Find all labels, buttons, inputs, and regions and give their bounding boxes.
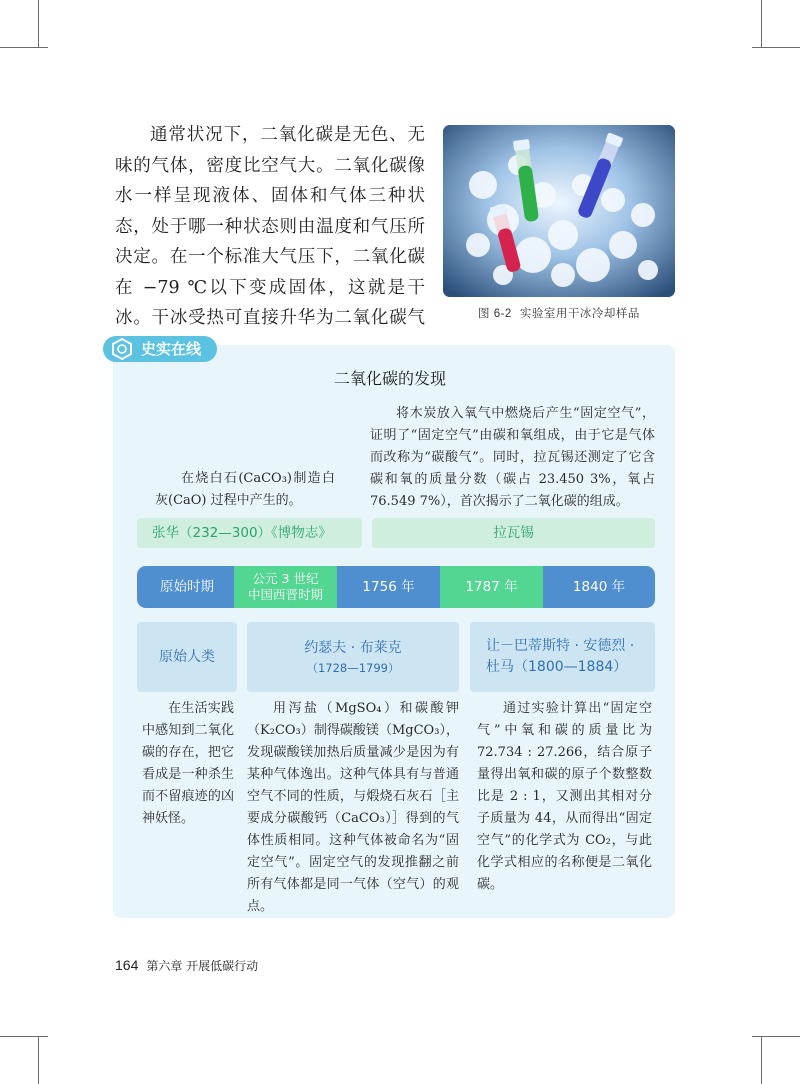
dry-ice-photo — [443, 125, 675, 297]
description-black: 用泻盐（MgSO₄）和碳酸钾（K₂CO₃）制得碳酸镁（MgCO₃），发现碳酸镁加热后质量减少是因为有某种气体逸出。这种气体具有与普通空气不同的性质，与煅烧石灰石［主要成分碳酸钙（CaCO₃）］得到的气体性质相同。这种气体被命名为“固定空气”。固定空气的发现推翻之前所有气体都是同一气体（空气）的观点。 — [247, 701, 459, 914]
crop-mark — [0, 1036, 48, 1037]
figure-caption-text: 实验室用干冰冷却样品 — [519, 306, 640, 320]
history-title: 二氧化碳的发现 — [333, 369, 446, 388]
figure-number: 图 6-2 — [478, 308, 512, 320]
description-dumas: 通过实验计算出“固定空气”中氧和碳的质量比为 72.734 : 27.266，结合原子量得出氧和碳的原子个数整数比是 2 : 1，又测出其相对分子质量为 44，从而得出“固定空气”的化学式为 CO₂，与此化学式相应的名称便是二氧化碳。 — [477, 701, 652, 892]
chapter-title: 第六章 开展低碳行动 — [146, 959, 259, 973]
person-dumas: 让－巴蒂斯特 · 安德烈 · 杜马（1800—1884） — [470, 622, 655, 692]
crop-mark — [0, 47, 48, 48]
person-primitive-humans: 原始人类 — [137, 622, 237, 692]
timeline-primitive: 原始时期 — [160, 579, 214, 595]
story-right — [370, 403, 655, 513]
story-right-text: 将木炭放入氧气中燃烧后产生“固定空气”，证明了“固定空气”由碳和氧组成，由于它是气体而改称为“碳酸气”。同时，拉瓦锡还测定了它含碳和氧的质量分数（碳占 23.450 3%，氧占 76.549 7%），首次揭示了二氧化碳的组成。 — [370, 406, 655, 509]
person-name: 约瑟夫 · 布莱克 — [304, 640, 402, 656]
story-left-text: 在烧白石(CaCO₃)制造白灰(CaO) 过程中产生的。 — [155, 471, 335, 508]
crop-mark — [38, 0, 39, 48]
timeline-1756: 1756 年 — [362, 579, 415, 595]
crop-mark — [752, 47, 800, 48]
story-left — [155, 468, 335, 512]
history-badge — [103, 336, 217, 362]
figure-caption — [478, 305, 640, 321]
page-footer — [115, 957, 258, 974]
timeline-1787: 1787 年 — [440, 566, 543, 608]
timeline-3rd-century: 公元 3 世纪 中国西晋时期 — [234, 566, 337, 608]
description-primitive: 在生活实践中感知到二氧化碳的存在，把它看成是一种杀生而不留痕迹的凶神妖怪。 — [142, 701, 234, 826]
attribution-lavoisier: 拉瓦锡 — [372, 518, 655, 548]
crop-mark — [38, 1036, 39, 1084]
timeline-1840: 1840 年 — [572, 579, 626, 595]
hexagon-icon — [110, 337, 134, 361]
badge-label: 史实在线 — [141, 340, 202, 358]
intro-paragraph: 通常状况下，二氧化碳是无色、无味的气体，密度比空气大。二氧化碳像水一样呈现液体、固体和气体三种状态，处于哪一种状态则由温度和气压所决定。在一个标准大气压下，二氧化碳在 −79 ℃以下变成固体，这就是干冰。干冰受热可直接升华为二氧化碳气 — [115, 125, 425, 328]
crop-mark — [752, 1036, 800, 1037]
person-joseph-black — [247, 622, 459, 692]
attribution-zhanghua: 张华（232—300）《博物志》 — [137, 518, 362, 548]
crop-mark — [761, 1036, 762, 1084]
person-dates: （1728—1799） — [306, 661, 400, 675]
crop-mark — [761, 0, 762, 48]
intro-text — [115, 120, 425, 364]
page-number: 164 — [115, 957, 139, 973]
